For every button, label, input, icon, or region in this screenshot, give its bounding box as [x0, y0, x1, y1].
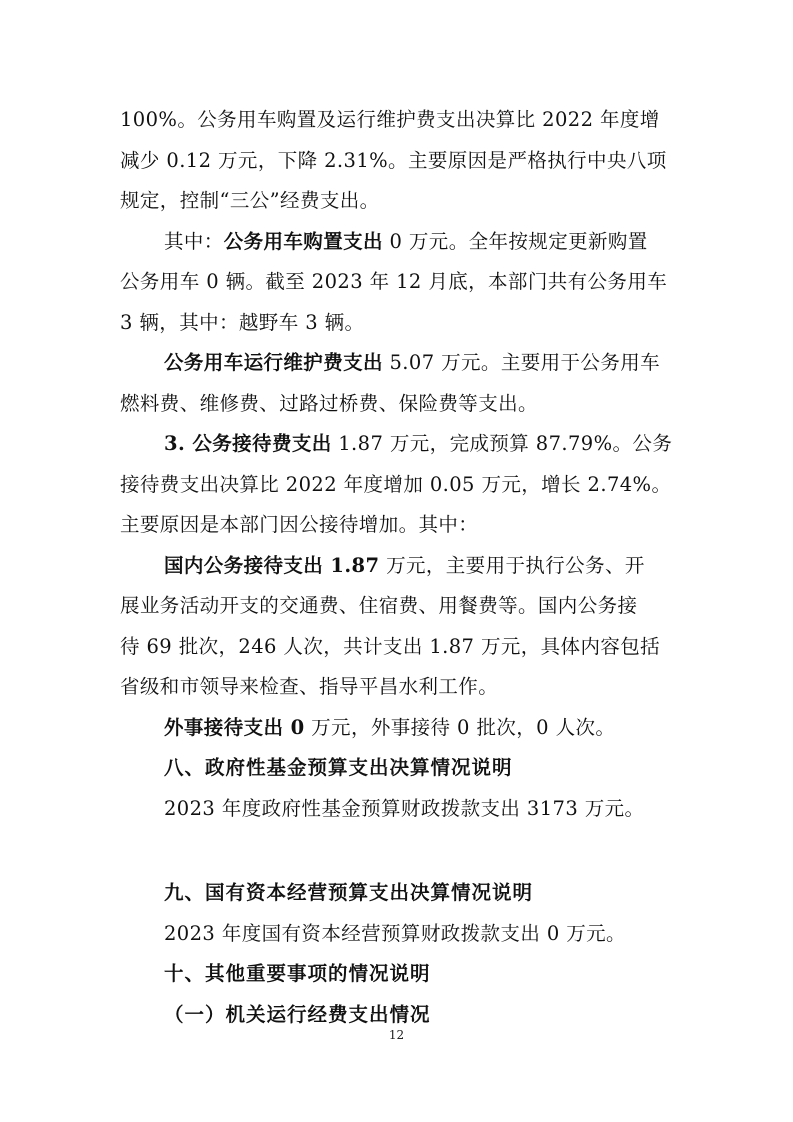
- inline-text: 万元，外事接待 0 批次，0 人次。: [304, 715, 616, 739]
- paragraph-line: 展业务活动开支的交通费、住宿费、用餐费等。国内公务接: [120, 594, 638, 617]
- paragraph-line: 公务用车 0 辆。截至 2023 年 12 月底，本部门共有公务用车: [120, 270, 668, 293]
- paragraph-line: 3 辆，其中：越野车 3 辆。: [120, 310, 365, 334]
- inline-text: 5.07 万元。主要用于公务用车: [382, 351, 661, 374]
- paragraph-line: [120, 708, 676, 749]
- paragraph-line: 100%。公务用车购置及运行维护费支出决算比 2022 年度增: [120, 108, 660, 131]
- section-text-9: 2023 年度国有资本经营预算财政拨款支出 0 万元。: [164, 921, 626, 945]
- section-heading-10: 十、其他重要事项的情况说明: [164, 962, 431, 985]
- subsection-heading-10-1: （一）机关运行经费支出情况: [164, 1002, 431, 1026]
- section-text-8: 2023 年度政府性基金预算财政拨款支出 3173 万元。: [164, 796, 645, 820]
- inline-text: 其中：: [164, 229, 224, 253]
- paragraph-line: 主要原因是本部门因公接待增加。其中：: [120, 513, 479, 536]
- paragraph-line: 省级和市领导来检查、指导平昌水利工作。: [120, 675, 499, 698]
- paragraph-line: 接待费支出决算比 2022 年度增加 0.05 万元，增长 2.74%。: [120, 472, 672, 496]
- inline-text: 0 万元。全年按规定更新购置: [382, 229, 648, 253]
- bold-term: 公务用车购置支出: [223, 229, 383, 253]
- document-body: [120, 100, 676, 1035]
- paragraph-line: [120, 343, 676, 384]
- paragraph-line: 减少 0.12 万元，下降 2.31%。主要原因是严格执行中央八项: [120, 148, 667, 172]
- bold-term: 3. 公务接待费支出: [164, 432, 332, 455]
- paragraph-line: 燃料费、维修费、过路过桥费、保险费等支出。: [120, 391, 538, 415]
- page-number: 12: [388, 1028, 405, 1042]
- section-heading-9: 九、国有资本经营预算支出决算情况说明: [164, 881, 534, 904]
- bold-term: 外事接待支出 0: [164, 715, 305, 739]
- paragraph-line: 规定，控制“三公”经费支出。: [120, 189, 380, 212]
- bold-term: 国内公务接待支出 1.87: [164, 553, 380, 577]
- paragraph-line: 待 69 批次，246 人次，共计支出 1.87 万元，具体内容包括: [120, 634, 661, 658]
- paragraph-line: [120, 424, 676, 465]
- inline-text: 万元，主要用于执行公务、开: [379, 553, 645, 577]
- section-heading-8: 八、政府性基金预算支出决算情况说明: [164, 756, 513, 779]
- bold-term: 公务用车运行维护费支出: [164, 351, 383, 374]
- inline-text: 1.87 万元，完成预算 87.79%。公务: [331, 432, 673, 455]
- spacer: [120, 829, 676, 873]
- paragraph-line: [120, 222, 676, 263]
- paragraph-line: [120, 546, 676, 587]
